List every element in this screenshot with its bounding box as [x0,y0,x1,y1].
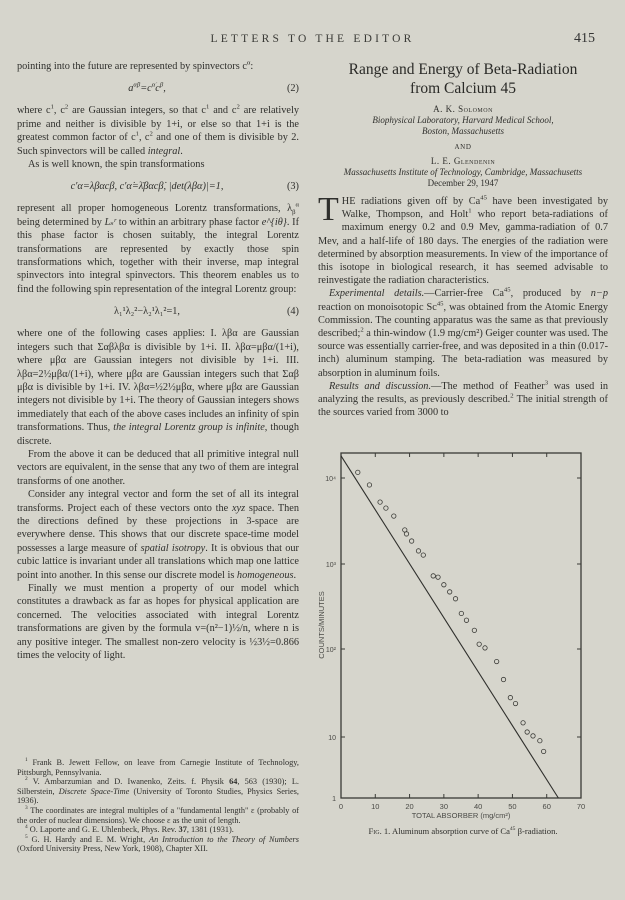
x-axis-label: TOTAL ABSORBER (mg/cm²) [411,811,511,820]
data-point [356,470,360,474]
right-column [318,60,608,419]
equation-2 [17,81,299,95]
paragraph: pointing into the future are represented by spinvectors $c^\alpha$: [17,59,254,72]
x-tick-label: 60 [542,802,551,811]
data-point [404,532,408,536]
y-tick-label: 10² [325,647,336,654]
footnote: $^2$ V. Ambarzumian and D. Iwanenko, Zeits. f. Physik 64, 563 (1930); L. Silberstein, Discrete Space-Time (University of Toronto Studies, Physics Series, 1936). [17,776,299,806]
figure-1 [318,440,618,870]
absorption-chart [318,440,618,825]
author-name: A. K. Solomon [433,104,493,114]
y-tick-label: 10 [328,735,336,742]
x-tick-label: 0 [338,802,344,811]
data-point [378,500,382,504]
footnotes [17,758,299,854]
data-point [384,506,388,510]
equation-body: $a^{\alphȧ\beta}=c^{\alphȧ}c^\beta$, [128,81,166,94]
and-separator: AND [454,143,472,151]
data-point [531,734,535,738]
footnote: $^3$ The coordinates are integral multiples of a "fundamental length" ε (probably of the order of nuclear dimensions). We choose ε as the unit of length. [17,805,299,825]
paragraph: represent all proper homogeneous Lorentz transformations, $\lambda_\beta^\alpha$ being determined by Lₛʳ to within an arbitrary phase factor e^{iθ}. If this phase factor is chosen suitably, the integral Lorentz transformations are represented by exactly those spin transformations which, together with their inverse, map integral spinvectors into integral spinvectors. This theorem enables us to find the following spin representation of the integral Lorentz group: [17,202,299,295]
article-title: Range and Energy of Beta-Radiation from Calcium 45 [348,61,578,97]
data-point [459,611,463,615]
paragraph: From the above it can be deduced that all primitive integral null vectors are equivalent, in the sense that any two of them are integral transforms of one another. [17,448,299,487]
data-point [541,749,545,753]
paragraph: As is well known, the spin transformations [28,159,205,171]
paragraph: Results and discussion.—The method of Feather$^3$ was used in analyzing the results, as previously described.$^2$ The initial strength of the sources varied from 3000 to [318,379,608,419]
data-point [472,628,476,632]
affiliation: Boston, Massachusetts [422,126,504,136]
y-tick-label: 10³ [325,562,336,569]
paragraph: Consider any integral vector and form the set of all its integral transforms. Project each of these vectors onto the xyz space. Then the directions defined by these projections in 3-space are everywhere dense. This shows that our discrete space-time model possesses a large measure of spatial isotropy. It is obvious that our cubic lattice is invariant under all translations which map one lattice point into another. In this sense our discrete model is homogeneous. [17,489,299,581]
x-tick-label: 50 [508,802,517,811]
x-tick-label: 30 [439,802,449,811]
data-point [525,730,529,734]
equation-body: c′α=λβαcβ, c′α̇=λ̄βαcβ̇, |det(λβα)|=1, [70,180,224,192]
data-point [392,514,396,518]
article-body [318,191,608,419]
paragraph: Finally we must mention a property of our model which constitutes a drawback as far as hopes for physical application are concerned. The velocities associated with integral Lorentz transformations are given by the formula v=(n²−1)½/n, where n is any positive integer. The smallest non-zero velocity is ½3½=0.866 times the velocity of light. [17,583,299,662]
equation-4 [17,304,299,318]
y-ticks [325,476,581,803]
data-point [501,677,505,681]
y-tick-label: 10⁴ [325,476,336,483]
equation-number: (3) [286,180,299,192]
y-axis-label: COUNTS/MINUTES [317,591,326,659]
fit-line [341,456,558,798]
data-point [421,553,425,557]
data-point [494,659,498,663]
x-ticks [339,453,585,811]
affiliation: Biophysical Laboratory, Harvard Medical School, [372,115,554,125]
data-point [367,483,371,487]
x-tick-label: 70 [576,802,586,811]
x-tick-label: 10 [371,802,380,811]
data-point [453,597,457,601]
affiliation: Massachusetts Institute of Technology, Cambridge, Massachusetts [343,167,583,177]
data-point [538,738,542,742]
equation-body: λ₁¹λ₂²−λ₂¹λ₁²=1, [113,305,180,317]
data-point [464,618,468,622]
data-point [442,583,446,587]
data-point [483,646,487,650]
equation-3 [17,179,299,193]
equation-number: (4) [286,305,299,317]
data-point [436,575,440,579]
figure-caption: Fig. 1. Aluminum absorption curve of Ca$^{45}$ β-radiation. [368,826,558,836]
paragraph: THE radiations given off by Ca$^{45}$ have been investigated by Walke, Thompson, and Holt$^1$ who report beta-radiations of maximum energy 0.2 and 0.9 Mev, gamma-radiation of 0.7 Mev, and a half-life of 180 days. The energies of the radiation were determined by absorption measurements. In view of the importance of this isotope in biological research, it has seemed advisable to reinvestigate the radiation characteristics. [318,191,608,287]
data-point [409,539,413,543]
plot-frame [341,453,581,798]
data-point [513,701,517,705]
paragraph: Experimental details.—Carrier-free Ca$^{45}$, produced by n−p reaction on monoisotopic Sc$^{45}$, was obtained from the Atomic Energy Commission. The counting apparatus was the same as that previously described;$^2$ a thin-window (1.9 mg/cm²) Geiger counter was used. The source was essentially carrier-free, and was deposited in a thin (0.017-inch) aluminum stamping. The beta-radiation was measured by absorption in aluminum foils. [318,287,608,379]
y-tick-label: 1 [332,796,336,803]
author-name: L. E. Glendenin [430,156,496,166]
data-point [521,721,525,725]
left-column [17,60,299,662]
date: December 29, 1947 [427,178,499,188]
data-point [477,642,481,646]
byline [318,104,608,189]
running-title: LETTERS TO THE EDITOR [210,33,415,45]
footnote: $^5$ G. H. Hardy and E. M. Wright, An Introduction to the Theory of Numbers (Oxford University Press, New York, 1908), Chapter XII. [17,833,299,854]
data-series [341,456,558,798]
x-tick-label: 40 [473,802,483,811]
equation-number: (2) [286,82,299,94]
paragraph: where one of the following cases applies: I. λβα are Gaussian integers such that Σαβλβα is divisible by 1+i. II. λβα=μβα/(1+i), where μβα are Gaussian integers not divisible by 1+i. III. λβα=2½μβα/(1+i), where μβα are Gaussian integers such that Σαβ μβα is divisible by 1+i. IV. λβα=½2½μβα, where μβα are Gaussian integers not divisible by 1+i. The theory of Gaussian integers shows immediately that each of the above cases includes an infinity of spin transformations. Thus, the integral Lorentz group is infinite, though discrete. [17,328,299,447]
footnote: $^4$ O. Laporte and G. E. Uhlenbeck, Phys. Rev. 37, 1381 (1931). [25,824,234,835]
x-tick-label: 20 [405,802,414,811]
data-point [508,695,512,699]
data-point [447,590,451,594]
data-point [431,574,435,578]
drop-cap: T [318,191,339,228]
page-number: 415 [574,31,595,46]
footnote: $^1$ Frank B. Jewett Fellow, on leave from Carnegie Institute of Technology, Pittsburgh, Pennsylvania. [17,757,299,777]
paragraph: where $c^1$, $c^2$ are Gaussian integers, so that $c^1$ and $c^2$ are relatively prime and neither is divisible by 1+i, or else so that 1+i is the greatest common factor of $c^1$, $c^2$ and one of them is divisible by 2. Such spinvectors will be called integral. [17,103,299,157]
data-point [416,549,420,553]
